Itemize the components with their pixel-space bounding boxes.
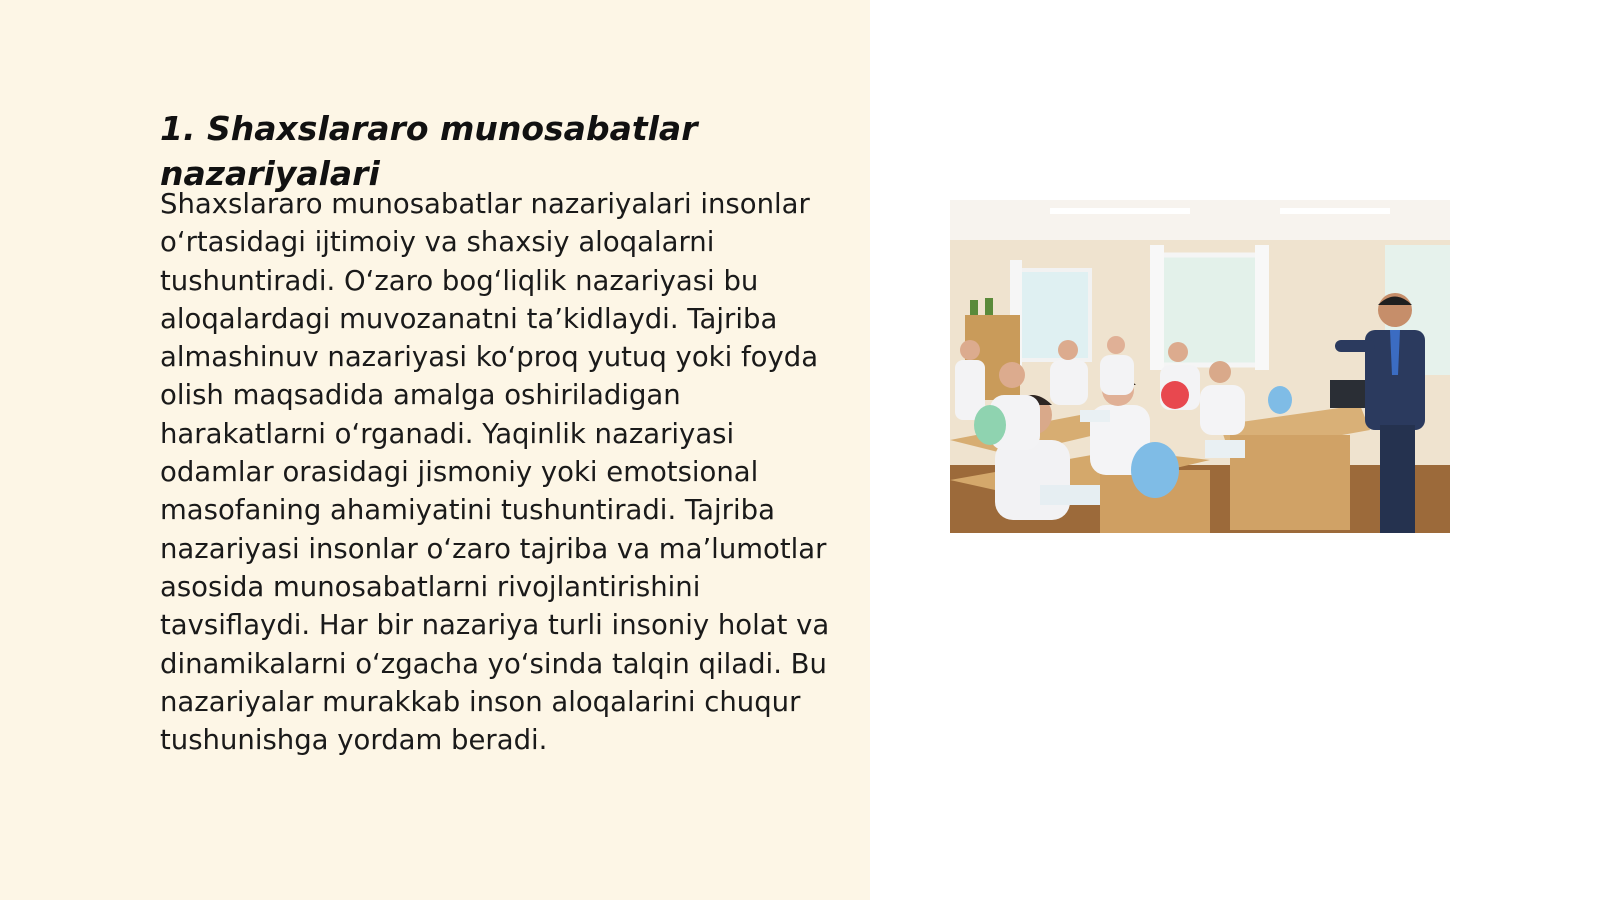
slide-body-text: Shaxslararo munosabatlar nazariyalari insonlar o‘rtasidagi ijtimoiy va shaxsiy aloqalarni tushuntiradi. O‘zaro bog‘liqlik nazariyasi bu aloqalardagi muvozanatni ta’kidlaydi. Tajriba almashinuv nazariyasi ko‘proq yutuq yoki foyda olish maqsadida amalga oshiriladigan harakatlarni o‘rganadi. Yaqinlik nazariyasi odamlar orasidagi jismoniy yoki emotsional masofaning ahamiyatini tushuntiradi. Tajriba nazariyasi insonlar o‘zaro tajriba va ma’lumotlar asosida munosabatlarni rivojlantirishini tavsiflaydi. Har bir nazariya turli insoniy holat va dinamikalarni o‘zgacha yo‘sinda talqin qiladi. Bu nazariyalar murakkab inson aloqalarini chuqur tushunishga yordam beradi. (160, 188, 830, 757)
slide-title: 1. Shaxslararo munosabatlar nazariyalari (160, 109, 698, 193)
classroom-photo (950, 200, 1450, 533)
